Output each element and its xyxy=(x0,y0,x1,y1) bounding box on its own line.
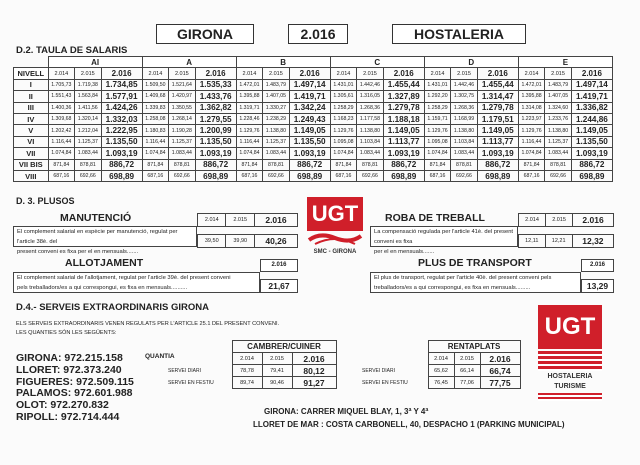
salary-cell: 1.116,44 xyxy=(48,136,74,147)
phone-item: FIGUERES: 972.509.115 xyxy=(16,375,134,388)
salary-cell: 1.332,03 xyxy=(101,113,142,124)
allotjament-title: ALLOTJAMENT xyxy=(65,257,144,269)
year-header: 2.015 xyxy=(357,68,383,79)
salary-cell: 878,81 xyxy=(75,159,101,170)
salary-cell: 1.228,46 xyxy=(236,113,262,124)
salary-cell: 886,72 xyxy=(477,159,518,170)
handshake-icon xyxy=(305,230,365,248)
salary-cell: 1.305,61 xyxy=(330,91,356,102)
salary-cell: 878,81 xyxy=(545,159,571,170)
group-header: C xyxy=(330,57,424,68)
salary-cell: 1.419,71 xyxy=(571,91,612,102)
row-label: SERVEI DIARI xyxy=(362,367,395,374)
salary-cell: 1.180,83 xyxy=(142,125,168,136)
salary-cell: 687,16 xyxy=(424,170,450,181)
value-cell: 77,06 xyxy=(454,377,480,389)
header-city: GIRONA xyxy=(156,24,254,44)
phone-item: GIRONA: 972.215.158 xyxy=(16,352,123,364)
level-cell: V xyxy=(14,125,49,136)
address-girona: GIRONA: CARRER MIQUEL BLAY, 1, 3ª Y 4ª xyxy=(264,407,429,416)
salary-cell: 1.314,08 xyxy=(518,102,544,113)
salary-cell: 1.159,71 xyxy=(424,113,450,124)
salaris-title: D.2. TAULA DE SALARIS xyxy=(16,45,128,56)
salary-cell: 1.244,86 xyxy=(571,113,612,124)
salary-cell: 1.074,84 xyxy=(48,148,74,159)
address-lloret: LLORET DE MAR : COSTA CARBONELL, 40, DESPACHO 1 (PARKING MUNICIPAL) xyxy=(253,420,565,429)
salary-cell: 687,16 xyxy=(330,170,356,181)
transport-value: 13,29 xyxy=(581,279,614,293)
year-header: 2.016 xyxy=(101,68,142,79)
ugt-smc-logo xyxy=(305,197,365,259)
salary-cell: 1.411,56 xyxy=(75,102,101,113)
salary-cell: 1.279,55 xyxy=(195,113,236,124)
salary-cell: 1.279,78 xyxy=(477,102,518,113)
salary-cell: 698,89 xyxy=(571,170,612,181)
plusos-title: D. 3. PLUSOS xyxy=(16,196,75,206)
roba-values xyxy=(518,234,614,248)
salary-cell: 698,89 xyxy=(289,170,330,181)
transport-title: PLUS DE TRANSPORT xyxy=(418,257,532,269)
transport-text-1: El plus de transport, regulat per l'article 40è. del present conveni pels xyxy=(374,275,552,281)
salary-cell: 1.168,99 xyxy=(451,113,477,124)
value-cell: 79,41 xyxy=(262,365,292,377)
value-cell: 77,75 xyxy=(480,377,520,389)
salary-cell: 1.455,44 xyxy=(383,79,424,90)
salary-cell: 687,16 xyxy=(48,170,74,181)
value-cell: 12,11 xyxy=(519,235,546,248)
manutencio-title: MANUTENCIÓ xyxy=(60,212,132,224)
table-row xyxy=(14,159,613,170)
salary-cell: 1.433,76 xyxy=(195,91,236,102)
year-header: 2.016 xyxy=(571,68,612,79)
salary-cell: 698,89 xyxy=(195,170,236,181)
salary-cell: 692,66 xyxy=(357,170,383,181)
year-header: 2.014 xyxy=(518,68,544,79)
roba-text xyxy=(370,226,518,255)
salary-cell: 1.168,23 xyxy=(330,113,356,124)
salary-cell: 1.095,08 xyxy=(330,136,356,147)
salary-cell: 698,89 xyxy=(101,170,142,181)
year-cell: 2.014 xyxy=(519,214,546,227)
salary-cell: 1.135,50 xyxy=(101,136,142,147)
salary-cell: 1.190,28 xyxy=(169,125,195,136)
salary-cell: 698,89 xyxy=(383,170,424,181)
salary-cell: 1.149,05 xyxy=(477,125,518,136)
manutencio-text-1: El complement salarial en espècie per manutenció, regulat per l'article 38è. del xyxy=(17,229,178,245)
salary-cell: 1.125,37 xyxy=(545,136,571,147)
salary-cell: 1.314,47 xyxy=(477,91,518,102)
table-row xyxy=(14,79,613,90)
salary-cell: 1.258,08 xyxy=(142,113,168,124)
salary-cell: 1.431,01 xyxy=(330,79,356,90)
year-cell: 2.015 xyxy=(262,353,292,365)
group-header: D xyxy=(424,57,518,68)
table-row xyxy=(14,91,613,102)
salary-cell: 1.149,05 xyxy=(289,125,330,136)
level-cell: VII BIS xyxy=(14,159,49,170)
salary-cell: 1.149,05 xyxy=(383,125,424,136)
salary-cell: 1.472,01 xyxy=(236,79,262,90)
salary-cell: 1.705,73 xyxy=(48,79,74,90)
salary-cell: 1.521,64 xyxy=(169,79,195,90)
salary-cell: 687,16 xyxy=(236,170,262,181)
year-header: 2.014 xyxy=(236,68,262,79)
value-cell: 39,50 xyxy=(198,235,226,248)
allotjament-text-1: El complement salarial de l'allotjament, regulat per l'article 39è. del present conveni xyxy=(17,275,231,281)
year-header: 2.014 xyxy=(142,68,168,79)
phone-item: OLOT: 972.270.832 xyxy=(16,399,109,412)
year-cell: 2.015 xyxy=(454,353,480,365)
red-stripes xyxy=(538,351,602,371)
value-cell: 12,21 xyxy=(545,235,572,248)
rentaplats-table xyxy=(362,340,521,389)
salary-cell: 1.095,08 xyxy=(424,136,450,147)
table-row xyxy=(14,102,613,113)
salary-cell: 1.268,36 xyxy=(357,102,383,113)
salary-cell: 692,66 xyxy=(545,170,571,181)
salary-cell: 1.350,55 xyxy=(169,102,195,113)
salary-cell: 1.138,80 xyxy=(451,125,477,136)
serveis-note-1: ELS SERVEIS EXTRAORDINARIS VENEN REGULATS PER L'ARTICLE 25.1 DEL PRESENT CONVENI. xyxy=(16,321,280,327)
salary-cell: 1.316,05 xyxy=(357,91,383,102)
salary-cell: 1.483,79 xyxy=(545,79,571,90)
salary-cell: 871,84 xyxy=(518,159,544,170)
hostaleria-label: HOSTALERIA xyxy=(547,373,593,380)
salary-cell: 1.129,76 xyxy=(424,125,450,136)
salary-cell: 1.074,84 xyxy=(142,148,168,159)
level-cell: IV xyxy=(14,113,49,124)
salary-cell: 1.135,50 xyxy=(289,136,330,147)
salary-cell: 1.279,78 xyxy=(383,102,424,113)
salary-cell: 1.472,01 xyxy=(518,79,544,90)
group-header: A xyxy=(142,57,236,68)
salary-cell: 1.319,71 xyxy=(236,102,262,113)
year-cell: 2.016 xyxy=(292,353,336,365)
salary-cell: 1.302,75 xyxy=(451,91,477,102)
value-cell: 65,62 xyxy=(428,365,454,377)
salary-cell: 1.083,44 xyxy=(169,148,195,159)
salary-cell: 1.233,76 xyxy=(545,113,571,124)
phone-item: PALAMOS: 972.601.988 xyxy=(16,387,133,400)
salary-cell: 1.320,14 xyxy=(75,113,101,124)
allotjament-year: 2.016 xyxy=(260,259,298,272)
salary-cell: 1.212,04 xyxy=(75,125,101,136)
salary-cell: 1.342,24 xyxy=(289,102,330,113)
manutencio-text xyxy=(13,226,197,255)
salary-cell: 1.074,84 xyxy=(518,148,544,159)
salary-cell: 1.407,05 xyxy=(545,91,571,102)
salary-cell: 871,84 xyxy=(330,159,356,170)
value-cell: 66,74 xyxy=(480,365,520,377)
table-row xyxy=(14,125,613,136)
transport-text-2: treballadors/es a qui correspongui, es fixa en mensuals......... xyxy=(374,285,531,291)
salary-cell: 1.129,76 xyxy=(330,125,356,136)
salary-cell: 1.138,80 xyxy=(545,125,571,136)
row-label: SERVEI DIARI xyxy=(168,367,201,374)
salary-cell: 1.116,44 xyxy=(518,136,544,147)
salary-cell: 1.093,19 xyxy=(477,148,518,159)
salary-cell: 1.497,14 xyxy=(289,79,330,90)
year-header: 2.016 xyxy=(289,68,330,79)
phone-list xyxy=(16,353,134,424)
salary-cell: 1.129,76 xyxy=(236,125,262,136)
transport-text xyxy=(370,272,581,293)
table-row xyxy=(14,170,613,181)
salary-cell: 878,81 xyxy=(169,159,195,170)
salary-cell: 1.238,29 xyxy=(263,113,289,124)
value-cell: 89,74 xyxy=(232,377,262,389)
level-cell: II xyxy=(14,91,49,102)
salary-cell: 1.249,43 xyxy=(289,113,330,124)
cambrer-table xyxy=(168,340,337,389)
salary-cell: 1.113,77 xyxy=(477,136,518,147)
salary-cell: 1.125,37 xyxy=(263,136,289,147)
value-cell: 66,14 xyxy=(454,365,480,377)
year-header: 2.015 xyxy=(169,68,195,79)
salary-cell: 1.125,37 xyxy=(169,136,195,147)
rentaplats-title: RENTAPLATS xyxy=(428,341,520,353)
salary-cell: 1.135,50 xyxy=(571,136,612,147)
cambrer-title: CAMBRER/CUINER xyxy=(232,341,336,353)
salary-cell: 687,16 xyxy=(518,170,544,181)
table-row xyxy=(14,148,613,159)
year-header: 2.014 xyxy=(330,68,356,79)
year-header: 2.014 xyxy=(424,68,450,79)
salary-cell: 1.258,29 xyxy=(330,102,356,113)
turisme-label: TURISME xyxy=(554,383,586,390)
salary-cell: 1.083,44 xyxy=(357,148,383,159)
salary-cell: 1.135,50 xyxy=(195,136,236,147)
salary-cell: 1.483,79 xyxy=(263,79,289,90)
salary-cell: 878,81 xyxy=(357,159,383,170)
year-header: 2.014 xyxy=(48,68,74,79)
salary-cell: 1.177,58 xyxy=(357,113,383,124)
salary-cell: 878,81 xyxy=(263,159,289,170)
salary-cell: 1.200,99 xyxy=(195,125,236,136)
salary-cell: 1.497,14 xyxy=(571,79,612,90)
salary-cell: 871,84 xyxy=(48,159,74,170)
ugt-hostaleria-logo xyxy=(538,305,602,403)
salary-cell: 871,84 xyxy=(142,159,168,170)
salary-cell: 1.407,05 xyxy=(263,91,289,102)
phone-item: LLORET: 972.373.240 xyxy=(16,363,122,376)
group-header: AI xyxy=(48,57,142,68)
year-cell: 2.014 xyxy=(428,353,454,365)
year-cell: 2.014 xyxy=(232,353,262,365)
salary-cell: 1.074,84 xyxy=(330,148,356,159)
salary-cell: 1.339,83 xyxy=(142,102,168,113)
year-header: 2.015 xyxy=(75,68,101,79)
transport-year: 2.016 xyxy=(581,259,614,272)
serveis-title: D.4.- SERVEIS EXTRAORDINARIS GIRONA xyxy=(16,302,210,313)
salary-cell: 1.400,36 xyxy=(48,102,74,113)
salary-cell: 1.577,91 xyxy=(101,91,142,102)
level-cell: VI xyxy=(14,136,49,147)
salary-cell: 1.535,33 xyxy=(195,79,236,90)
manutencio-values xyxy=(197,234,298,248)
salary-cell: 1.431,01 xyxy=(424,79,450,90)
salary-cell: 1.149,05 xyxy=(571,125,612,136)
salary-cell: 1.222,95 xyxy=(101,125,142,136)
header-year: 2.016 xyxy=(288,24,348,44)
salary-cell: 871,84 xyxy=(424,159,450,170)
header-sector: HOSTALERIA xyxy=(392,24,526,44)
allotjament-text xyxy=(13,272,260,293)
salary-cell: 1.188,18 xyxy=(383,113,424,124)
salary-cell: 1.258,29 xyxy=(424,102,450,113)
value-cell: 91,27 xyxy=(292,377,336,389)
salary-cell: 886,72 xyxy=(101,159,142,170)
salary-cell: 1.420,97 xyxy=(169,91,195,102)
group-header: E xyxy=(518,57,612,68)
year-header: 2.015 xyxy=(451,68,477,79)
salary-cell: 1.093,19 xyxy=(101,148,142,159)
year-cell: 2.016 xyxy=(254,214,297,227)
salary-cell: 1.268,36 xyxy=(451,102,477,113)
serveis-note-2: LES QUANTIES SÓN LES SEGÜENTS: xyxy=(16,330,117,336)
salary-cell: 1.103,84 xyxy=(451,136,477,147)
manutencio-years xyxy=(197,213,298,227)
salary-cell: 1.719,38 xyxy=(75,79,101,90)
salary-cell: 1.138,80 xyxy=(263,125,289,136)
salary-cell: 1.419,71 xyxy=(289,91,330,102)
level-cell: I xyxy=(14,79,49,90)
level-cell: III xyxy=(14,102,49,113)
salary-cell: 1.309,68 xyxy=(48,113,74,124)
salary-cell: 1.563,84 xyxy=(75,91,101,102)
value-cell: 39,90 xyxy=(226,235,254,248)
roba-years xyxy=(518,213,614,227)
smc-label: SMC - GIRONA xyxy=(313,249,357,255)
salary-cell: 692,66 xyxy=(75,170,101,181)
year-header: 2.015 xyxy=(545,68,571,79)
salary-cell: 692,66 xyxy=(451,170,477,181)
salary-cell: 1.179,51 xyxy=(477,113,518,124)
salary-cell: 687,16 xyxy=(142,170,168,181)
salary-cell: 1.362,82 xyxy=(195,102,236,113)
salary-cell: 1.093,19 xyxy=(289,148,330,159)
table-row xyxy=(14,136,613,147)
salary-cell: 886,72 xyxy=(195,159,236,170)
year-header-row xyxy=(14,68,613,79)
salary-cell: 886,72 xyxy=(571,159,612,170)
group-header: B xyxy=(236,57,330,68)
salary-cell: 692,66 xyxy=(263,170,289,181)
roba-text-1: La compensació regulada per l'article 41è. del present conveni es fixa xyxy=(374,229,514,245)
ugt-logo-text: UGT xyxy=(307,197,363,231)
year-header: 2.016 xyxy=(195,68,236,79)
value-cell: 90,46 xyxy=(262,377,292,389)
year-header: 2.016 xyxy=(383,68,424,79)
salary-cell: 1.324,60 xyxy=(545,102,571,113)
salary-cell: 871,84 xyxy=(236,159,262,170)
year-cell: 2.015 xyxy=(546,214,573,227)
year-header: 2.016 xyxy=(477,68,518,79)
salary-cell: 1.138,80 xyxy=(357,125,383,136)
salary-cell: 1.330,27 xyxy=(263,102,289,113)
salary-cell: 1.125,37 xyxy=(75,136,101,147)
salary-cell: 1.083,44 xyxy=(451,148,477,159)
year-cell: 2.015 xyxy=(226,214,254,227)
salary-cell: 1.074,84 xyxy=(236,148,262,159)
phone-item: RIPOLL: 972.714.444 xyxy=(16,410,120,423)
salary-cell: 1.424,26 xyxy=(101,102,142,113)
salary-cell: 878,81 xyxy=(451,159,477,170)
salary-cell: 1.442,46 xyxy=(451,79,477,90)
quantia-label: QUANTIA xyxy=(145,353,175,360)
salary-table xyxy=(13,56,613,182)
salary-cell: 1.268,14 xyxy=(169,113,195,124)
salary-cell: 886,72 xyxy=(383,159,424,170)
level-header: NIVELL xyxy=(14,68,49,79)
salary-cell: 1.129,76 xyxy=(518,125,544,136)
year-cell: 2.016 xyxy=(573,214,614,227)
salary-cell: 1.083,44 xyxy=(263,148,289,159)
value-cell: 80,12 xyxy=(292,365,336,377)
red-stripes-bottom xyxy=(538,393,602,401)
manutencio-text-2: present conveni es fixa per el en mensuals....... xyxy=(17,249,139,255)
salary-cell: 1.734,85 xyxy=(101,79,142,90)
row-label: SERVEI EN FESTIU xyxy=(168,379,214,386)
salary-cell: 1.409,68 xyxy=(142,91,168,102)
salary-cell: 1.336,82 xyxy=(571,102,612,113)
level-cell: VII xyxy=(14,148,49,159)
salary-cell: 1.116,44 xyxy=(236,136,262,147)
salary-cell: 1.093,19 xyxy=(383,148,424,159)
year-cell: 2.014 xyxy=(198,214,226,227)
salary-cell: 1.395,88 xyxy=(236,91,262,102)
group-header-row xyxy=(14,57,613,68)
salary-cell: 1.116,44 xyxy=(142,136,168,147)
salary-cell: 698,89 xyxy=(477,170,518,181)
table-row xyxy=(14,113,613,124)
salary-cell: 1.103,84 xyxy=(357,136,383,147)
salary-cell: 1.093,19 xyxy=(195,148,236,159)
salary-cell: 886,72 xyxy=(289,159,330,170)
salary-cell: 692,66 xyxy=(169,170,195,181)
salary-cell: 1.292,20 xyxy=(424,91,450,102)
roba-text-2: per el en mensuals....... xyxy=(374,249,435,255)
salary-cell: 1.113,77 xyxy=(383,136,424,147)
salary-cell: 1.093,19 xyxy=(571,148,612,159)
ugt-logo-text-2: UGT xyxy=(538,305,602,349)
salary-cell: 1.442,46 xyxy=(357,79,383,90)
allotjament-value: 21,67 xyxy=(260,279,298,293)
salary-cell: 1.223,97 xyxy=(518,113,544,124)
allotjament-text-2: pels treballadors/es a qui correspongui, es fixa en mensuals.......... xyxy=(17,285,188,291)
value-cell: 78,78 xyxy=(232,365,262,377)
roba-title: ROBA DE TREBALL xyxy=(385,212,485,224)
row-label: SERVEI EN FESTIU xyxy=(362,379,408,386)
salary-cell: 1.551,43 xyxy=(48,91,74,102)
level-cell: VIII xyxy=(14,170,49,181)
salary-cell: 1.395,88 xyxy=(518,91,544,102)
salary-cell: 1.455,44 xyxy=(477,79,518,90)
value-cell: 76,45 xyxy=(428,377,454,389)
salary-cell: 1.083,44 xyxy=(75,148,101,159)
value-cell: 40,26 xyxy=(254,235,297,248)
year-header: 2.015 xyxy=(263,68,289,79)
salary-cell: 1.202,42 xyxy=(48,125,74,136)
salary-cell: 1.509,50 xyxy=(142,79,168,90)
value-cell: 12,32 xyxy=(572,235,613,248)
salary-cell: 1.074,84 xyxy=(424,148,450,159)
salary-cell: 1.327,89 xyxy=(383,91,424,102)
salary-cell: 1.083,44 xyxy=(545,148,571,159)
year-cell: 2.016 xyxy=(480,353,520,365)
